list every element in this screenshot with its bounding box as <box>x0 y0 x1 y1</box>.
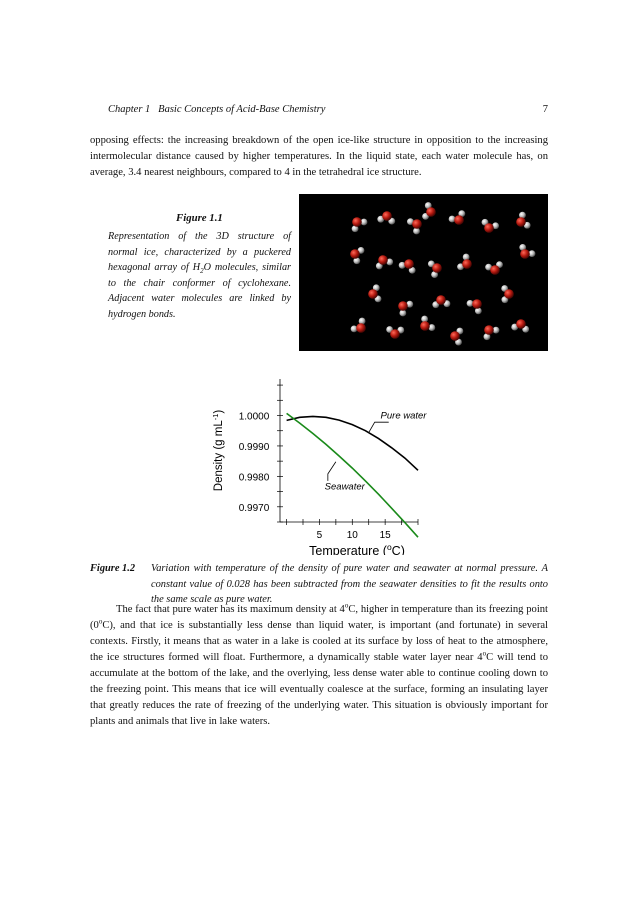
running-title: Chapter 1 Basic Concepts of Acid-Base Chemistry <box>108 104 326 115</box>
oxygen-atom <box>490 265 500 275</box>
figure-1-1-title: Figure 1.1 <box>176 212 223 224</box>
figure-1-1-caption-b: O molecules, similar to the chair conformer of cyclohexane. Adjacent water molecules are linked by hydrogen bonds. <box>108 262 292 320</box>
oxygen-atom <box>436 295 446 305</box>
y-axis-label-sup: -1 <box>211 413 220 421</box>
oxygen-atom <box>420 321 430 331</box>
degree-sup-1: o <box>344 601 349 610</box>
oxygen-atom <box>454 215 464 225</box>
y-axis-label <box>211 410 225 492</box>
ice-structure-image <box>299 194 548 351</box>
figure-1-1-caption-a: Representation of the 3D structure of normal ice, characterized by a puckered hexagonal array of H <box>108 231 291 274</box>
paragraph-2-part-2: C, higher in temperature than its freezing point (0 <box>90 604 549 631</box>
pure-water-leader <box>369 422 389 432</box>
series-line-seawater <box>287 413 418 537</box>
oxygen-atom <box>398 301 408 311</box>
paragraph-2-part-1: The fact that pure water has its maximum density at 4 <box>116 604 345 615</box>
oxygen-atom <box>516 319 526 329</box>
series-line-pure-water <box>287 416 418 470</box>
page-number: 7 <box>542 104 548 115</box>
degree-sup-2: o <box>98 617 103 626</box>
oxygen-atom <box>450 331 460 341</box>
oxygen-atom <box>432 263 442 273</box>
oxygen-atom <box>382 211 392 221</box>
oxygen-atom <box>350 249 360 259</box>
ice-molecules-render <box>299 194 548 351</box>
oxygen-atom <box>462 259 472 269</box>
oxygen-atom <box>356 323 366 333</box>
paragraph-1: opposing effects: the increasing breakdown of the open ice-like structure in opposition to the increasing intermolecular distance caused by higher temperatures. In the liquid state, each water molecule has, on average, 3.4 nearest neighbours, compared to 4 in the tetrahedral ice structure. <box>90 135 548 178</box>
seawater-leader <box>328 462 336 481</box>
oxygen-atom <box>484 223 494 233</box>
oxygen-atom <box>484 325 494 335</box>
density-chart <box>210 365 470 555</box>
x-axis-label-main: Temperature ( <box>309 544 387 555</box>
y-tick-label: 0.9990 <box>238 441 270 453</box>
y-tick-label: 1.0000 <box>238 411 270 423</box>
paragraph-2 <box>90 602 548 730</box>
y-axis-label-end: ) <box>213 409 225 414</box>
oxygen-atom <box>516 217 526 227</box>
seawater-annotation: Seawater <box>324 481 365 493</box>
oxygen-atom <box>504 289 514 299</box>
y-axis-label-main: Density (g mL <box>213 420 225 492</box>
oxygen-atom <box>390 329 400 339</box>
oxygen-atom <box>520 249 530 259</box>
y-tick-label: 0.9980 <box>238 472 270 484</box>
x-tick-label: 5 <box>316 530 323 541</box>
figure-1-2-caption: Variation with temperature of the density of pure water and seawater at normal pressure. A constant value of 0.028 has been subtracted from the seawater densities to fit the results onto the same scale as pure water. <box>151 563 548 605</box>
degree-sup-3: o <box>482 649 487 658</box>
oxygen-atom <box>404 259 414 269</box>
x-axis-label <box>309 542 405 555</box>
oxygen-atom <box>472 299 482 309</box>
x-tick-label: 15 <box>379 530 391 541</box>
oxygen-atom <box>352 217 362 227</box>
density-chart-svg <box>210 365 470 555</box>
figure-1-1-caption <box>108 229 291 323</box>
figure-1-1-caption-sub: 2 <box>200 267 204 276</box>
x-axis-label-end: C) <box>391 544 405 555</box>
oxygen-atom <box>378 255 388 265</box>
figure-1-2-label: Figure 1.2 <box>90 563 136 574</box>
paragraph-2-part-3: C), and that ice is substantially less dense than liquid water, is important (and fortunate) in several contexts. Firstly, it means that as water in a lake is cooled at its surface by loss of heat to the atmosphere, the ice structures formed will float. Furthermore, a dynamically stable water layer near 4 <box>90 620 548 663</box>
x-tick-label: 10 <box>346 530 358 541</box>
running-header <box>108 104 548 115</box>
pure-water-annotation: Pure water <box>380 410 427 422</box>
oxygen-atom <box>412 219 422 229</box>
oxygen-atom <box>426 207 436 217</box>
x-axis-label-sup: o <box>386 542 392 552</box>
oxygen-atom <box>368 289 378 299</box>
paragraph-2-part-4: C will tend to accumulate at the bottom of the lake, and the overlying, less dense water able to continue cooling down to the freezing point. This means that ice will eventually coalesce at the surface, forming an insulating layer that greatly reduces the rate of freezing of the underlying water. This situation is obviously important for plants and animals that live in lake waters. <box>90 652 548 727</box>
y-tick-label: 0.9970 <box>238 502 270 514</box>
